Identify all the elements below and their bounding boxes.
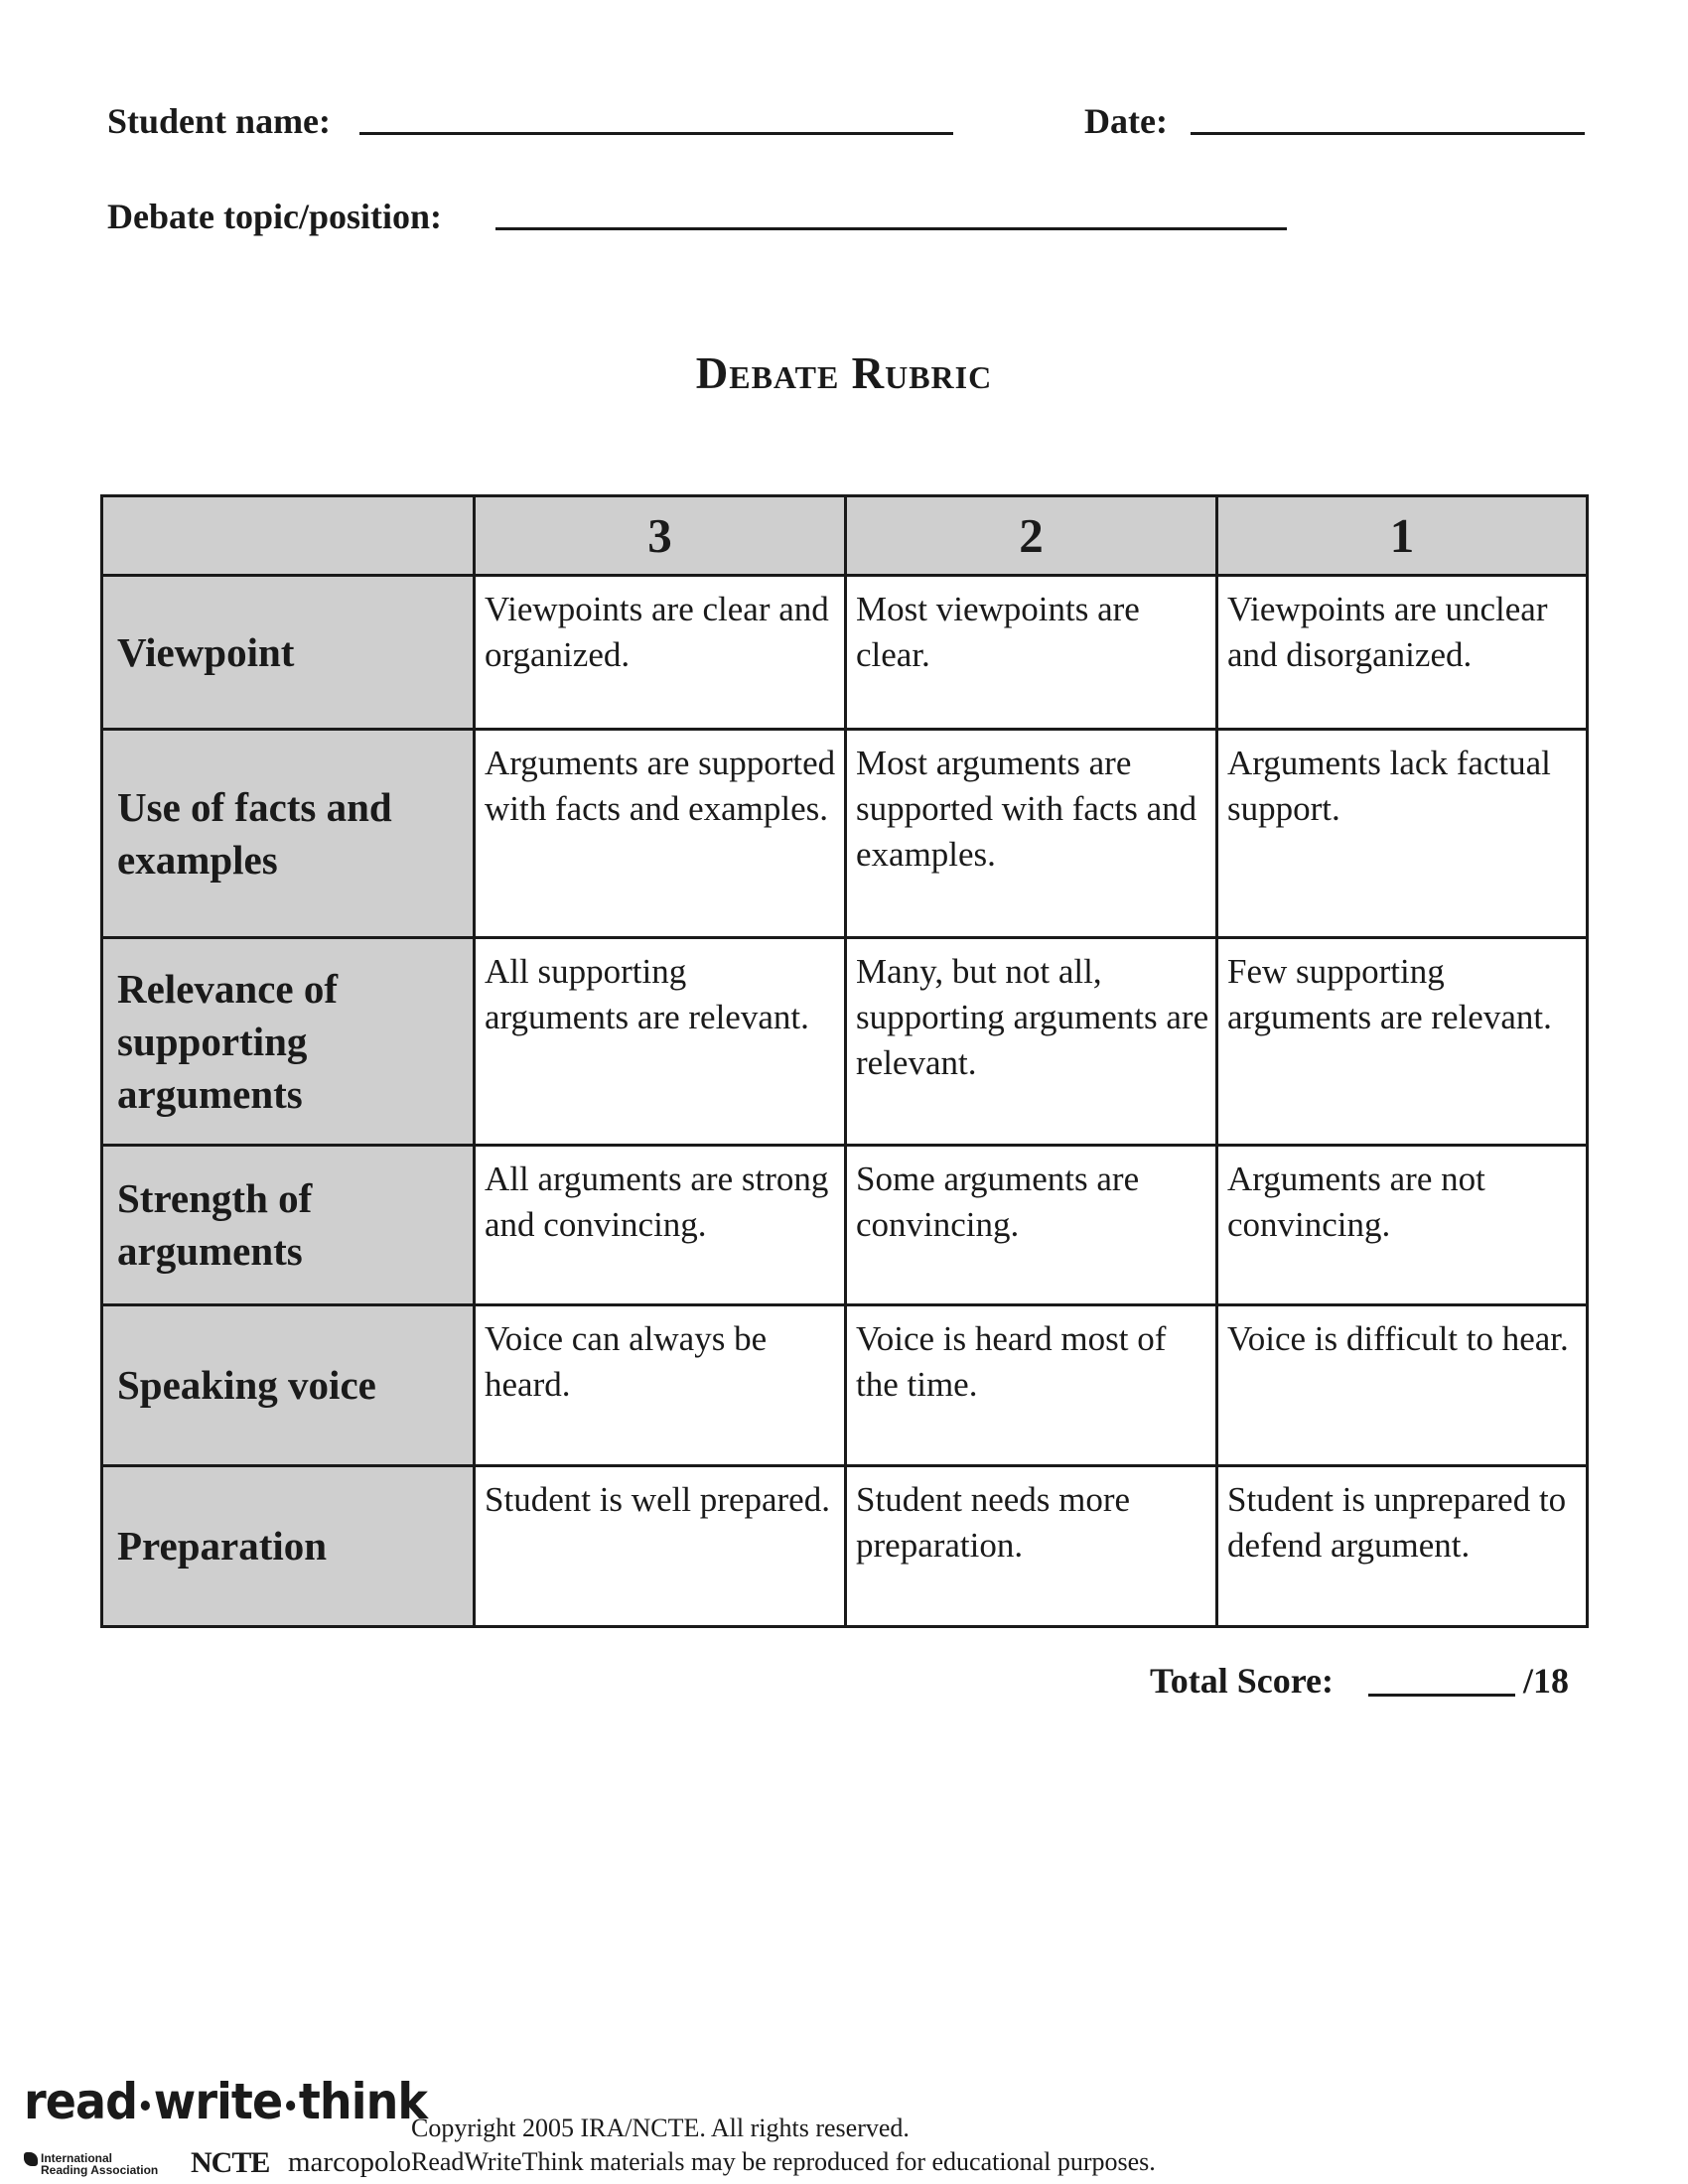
student-name-line[interactable]	[359, 132, 953, 135]
topic-line[interactable]	[495, 227, 1287, 230]
rubric-row-relevance	[102, 938, 1588, 1146]
logo-word-write: write	[153, 2073, 283, 2130]
criterion-label: Viewpoint	[102, 576, 475, 730]
page-title: Debate Rubric	[695, 348, 993, 398]
rubric-row-preparation	[102, 1466, 1588, 1627]
rubric-cell-score-3: Viewpoints are clear and organized.	[475, 576, 846, 730]
rubric-row-strength	[102, 1146, 1588, 1305]
rubric-cell-score-1: Viewpoints are unclear and disorganized.	[1217, 576, 1588, 730]
rubric-row-facts	[102, 730, 1588, 938]
marcopolo-logo: marcopolo	[288, 2146, 412, 2178]
rubric-cell-score-3: Student is well prepared.	[475, 1466, 846, 1627]
score-header-2: 2	[846, 496, 1217, 576]
rubric-cell-score-1: Student is unprepared to defend argument.	[1217, 1466, 1588, 1627]
rubric-cell-score-1: Arguments are not convincing.	[1217, 1146, 1588, 1305]
rubric-row-voice	[102, 1305, 1588, 1466]
rubric-cell-score-3: Arguments are supported with facts and examples.	[475, 730, 846, 938]
logo-dot-icon	[141, 2101, 150, 2111]
rubric-cell-score-2: Some arguments are convincing.	[846, 1146, 1217, 1305]
ira-logo	[24, 2152, 158, 2176]
date-line[interactable]	[1191, 132, 1585, 135]
rubric-cell-score-2: Most viewpoints are clear.	[846, 576, 1217, 730]
copyright-line2: ReadWriteThink materials may be reproduced for educational purposes.	[411, 2147, 1156, 2176]
rubric-corner-cell	[102, 496, 475, 576]
logo-word-think: think	[298, 2073, 428, 2130]
criterion-label: Speaking voice	[102, 1305, 475, 1466]
ira-line1: International	[41, 2151, 113, 2165]
logo-word-read: read	[24, 2073, 138, 2130]
topic-label: Debate topic/position:	[107, 197, 442, 236]
rubric-cell-score-2: Most arguments are supported with facts and examples.	[846, 730, 1217, 938]
rubric-cell-score-3: All supporting arguments are relevant.	[475, 938, 846, 1146]
criterion-label: Preparation	[102, 1466, 475, 1627]
ira-emblem-icon	[24, 2152, 38, 2166]
criterion-label: Use of facts and examples	[102, 730, 475, 938]
copyright-line1: Copyright 2005 IRA/NCTE. All rights reserved.	[411, 2114, 910, 2142]
total-score-max: /18	[1523, 1661, 1570, 1701]
score-header-3: 3	[475, 496, 846, 576]
rubric-cell-score-2: Student needs more preparation.	[846, 1466, 1217, 1627]
total-score-label: Total Score:	[1150, 1661, 1334, 1701]
rubric-cell-score-3: Voice can always be heard.	[475, 1305, 846, 1466]
criterion-label: Strength of arguments	[102, 1146, 475, 1305]
rubric-table	[100, 494, 1589, 1628]
score-header-1: 1	[1217, 496, 1588, 576]
rubric-cell-score-1: Voice is difficult to hear.	[1217, 1305, 1588, 1466]
ira-line2: Reading Association	[41, 2163, 159, 2177]
ncte-logo: NCTE	[191, 2146, 270, 2179]
rubric-cell-score-3: All arguments are strong and convincing.	[475, 1146, 846, 1305]
rubric-header-row	[102, 496, 1588, 576]
rubric-cell-score-2: Voice is heard most of the time.	[846, 1305, 1217, 1466]
rubric-cell-score-1: Few supporting arguments are relevant.	[1217, 938, 1588, 1146]
student-name-label: Student name:	[107, 101, 332, 141]
total-score-line[interactable]	[1368, 1694, 1515, 1697]
logo-dot-icon	[286, 2101, 295, 2111]
rubric-cell-score-1: Arguments lack factual support.	[1217, 730, 1588, 938]
date-label: Date:	[1084, 101, 1168, 141]
rubric-cell-score-2: Many, but not all, supporting arguments are relevant.	[846, 938, 1217, 1146]
readwritethink-logo	[24, 2073, 427, 2130]
rubric-row-viewpoint	[102, 576, 1588, 730]
copyright-notice	[411, 2112, 1156, 2179]
criterion-label: Relevance of supporting arguments	[102, 938, 475, 1146]
